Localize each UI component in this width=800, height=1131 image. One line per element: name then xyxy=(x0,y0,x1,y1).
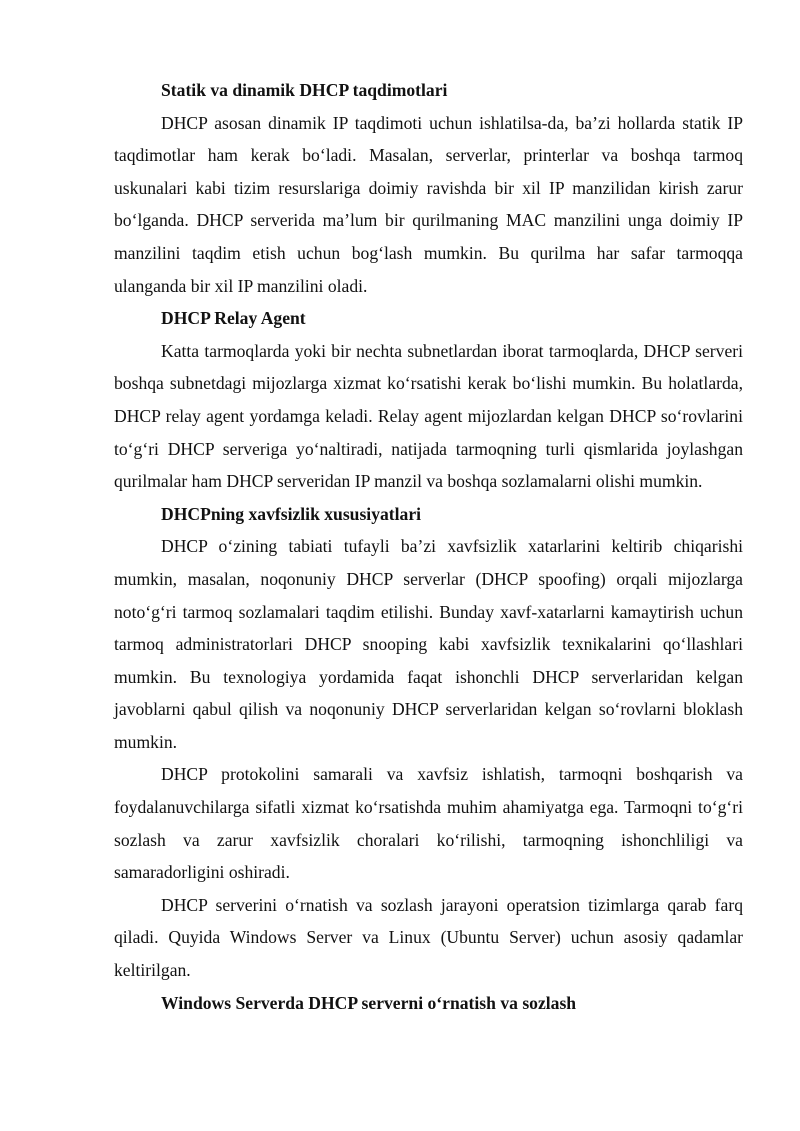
section-heading-security: DHCPning xavfsizlik xususiyatlari xyxy=(161,503,422,524)
paragraph-security: DHCP o‘zining tabiati tufayli ba’zi xavfsizlik xatarlarini keltirib chiqarishi mumkin, masalan, noqonuniy DHCP serverlar (DHCP spoofing) orqali mijozlarga noto‘g‘ri tarmoq sozlamalari taqdim etilishi. Bunday xavf-xatarlarni kamaytirish uchun tarmoq administratorlari DHCP snooping kabi xavfsizlik texnikalarini qo‘llashlari mumkin. Bu texnologiya yordamida faqat ishonchli DHCP serverlaridan kelgan javoblarni qabul qilish va noqonuniy DHCP serverlaridan kelgan so‘rovlarni bloklash mumkin. xyxy=(114,536,743,752)
paragraph-static-dhcp: DHCP asosan dinamik IP taqdimoti uchun ishlatilsa-da, ba’zi hollarda statik IP taqdimotlar ham kerak bo‘ladi. Masalan, serverlar, printerlar va boshqa tarmoq uskunalari kabi tizim resurslariga doimiy ravishda bir xil IP manzilidan kirish zarur bo‘lganda. DHCP serverida ma’lum bir qurilmaning MAC manzilini unga doimiy IP manzilini taqdim etish uchun bog‘lash mumkin. Bu qurilma har safar tarmoqqa ulanganda bir xil IP manzilini oladi. xyxy=(114,112,743,296)
section-heading-windows-server: Windows Serverda DHCP serverni o‘rnatish va sozlash xyxy=(161,992,577,1013)
paragraph-installation-intro: DHCP serverini o‘rnatish va sozlash jarayoni operatsion tizimlarga qarab farq qiladi. Quyida Windows Server va Linux (Ubuntu Server) uchun asosiy qadamlar keltirilgan. xyxy=(114,894,743,981)
section-heading-static-dynamic: Statik va dinamik DHCP taqdimotlari xyxy=(161,80,448,100)
paragraph-usage: DHCP protokolini samarali va xavfsiz ishlatish, tarmoqni boshqarish va foydalanuvchilarga sifatli xizmat ko‘rsatishda muhim ahamiyatga ega. Tarmoqni to‘g‘ri sozlash va zarur xavfsizlik choralari ko‘rilishi, tarmoqning ishonchliligi va samaradorligini oshiradi. xyxy=(114,764,743,883)
paragraph-relay-agent: Katta tarmoqlarda yoki bir nechta subnetlardan iborat tarmoqlarda, DHCP serveri boshqa subnetdagi mijozlarga xizmat ko‘rsatishi kerak bo‘lishi mumkin. Bu holatlarda, DHCP relay agent yordamga keladi. Relay agent mijozlardan kelgan DHCP so‘rovlarini to‘g‘ri DHCP serveriga yo‘naltiradi, natijada tarmoqning turli qismlarida joylashgan qurilmalar ham DHCP serveridan IP manzil va boshqa sozlamalarni olishi mumkin. xyxy=(114,340,743,492)
section-heading-relay-agent: DHCP Relay Agent xyxy=(161,308,306,329)
